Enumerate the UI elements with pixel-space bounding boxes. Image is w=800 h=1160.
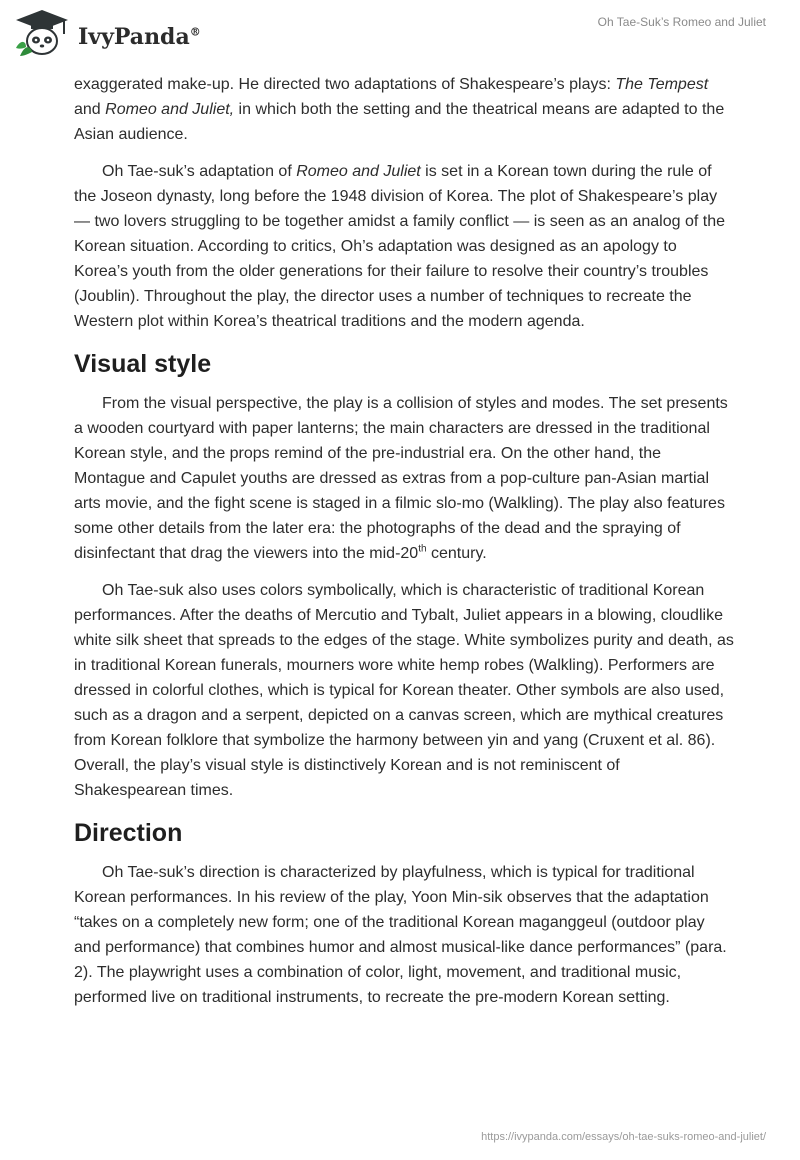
text-run: is set in a Korean town during the rule of the Joseon dynasty, long before the 1948 division of Korea. The plot of Shakespeare’s play — two lovers struggling to be together amidst a family conflict — is seen as an analog of the Korean situation. According to critics, Oh’s adaptation was designed as an apology to Korea’s youth from the older generations for their failure to resolve their country’s troubles (Joublin). Throughout the play, the director uses a number of techniques to recreate the Western plot within Korea’s theatrical traditions and the modern agenda. — [74, 163, 725, 330]
paragraph-direction: Oh Tae-suk’s direction is characterized by playfulness, which is typical for traditional Korean performances. In his review of the play, Yoon Min-sik observes that the adaptation “takes on a completely new form; one of the traditional Korean maganggeul (outdoor play and performance) that combines humor and almost musical-like dance performances” (para. 2). The playwright uses a combination of color, light, movement, and traditional music, performed live on traditional instruments, to recreate the pre-modern Korean setting. — [74, 864, 727, 1006]
section-heading-direction: Direction — [74, 819, 183, 847]
paragraph-intro-continued — [74, 72, 734, 147]
panda-graduate-icon — [14, 8, 70, 60]
section-heading-visual-style: Visual style — [74, 350, 212, 378]
superscript-th: th — [418, 543, 427, 555]
paragraph-visual-perspective — [74, 391, 734, 566]
italic-title-tempest: The Tempest — [615, 76, 709, 93]
essay-body — [74, 72, 734, 1022]
document-title: Oh Tae-Suk’s Romeo and Juliet — [597, 15, 766, 29]
source-url[interactable]: https://ivypanda.com/essays/oh-tae-suks-romeo-and-juliet/ — [481, 1131, 766, 1143]
ivypanda-logo[interactable] — [14, 8, 254, 60]
text-run: From the visual perspective, the play is a collision of styles and modes. The set presents a wooden courtyard with paper lanterns; the main characters are dressed in the traditional Korean style, and the props remind of the pre-industrial era. On the other hand, the Montague and Capulet youths are dressed as extras from a pop-culture pan-Asian martial arts movie, and the fight scene is staged in a filmic slo-mo (Walkling). The play also features some other details from the later era: the photographs of the dead and the spraying of disinfectant that drag the viewers into the mid-20 — [74, 395, 728, 562]
registered-mark: ® — [189, 25, 201, 39]
text-run: and — [74, 101, 106, 118]
text-run: Oh Tae-suk’s adaptation of — [102, 163, 297, 180]
page-header — [0, 0, 800, 70]
logo-wordmark — [78, 24, 201, 50]
logo-name: IvyPanda — [78, 24, 190, 50]
italic-title-romeo-juliet: Romeo and Juliet, — [105, 101, 235, 118]
paragraph-colors-symbolism: Oh Tae-suk also uses colors symbolically, which is characteristic of traditional Korean performances. After the deaths of Mercutio and Tybalt, Juliet appears in a blowing, cloudlike white silk sheet that spreads to the edges of the stage. White symbolizes purity and death, as in traditional Korean funerals, mourners wore white hemp robes (Walkling). Performers are dressed in colorful clothes, which is typical for Korean theater. Other symbols are also used, such as a dragon and a serpent, depicted on a canvas screen, which are mythical creatures from Korean folklore that symbolize the harmony between yin and yang (Cruxent et al. 86). Overall, the play’s visual style is distinctively Korean and is not reminiscent of Shakespearean times. — [74, 582, 734, 799]
text-run: century. — [426, 545, 487, 562]
text-run: in which both the setting and the theatrical means are adapted to the Asian audience. — [74, 101, 725, 143]
italic-title-romeo-juliet: Romeo and Juliet — [296, 163, 421, 180]
text-run: exaggerated make-up. He directed two adaptations of Shakespeare’s plays: — [74, 76, 616, 93]
paragraph-adaptation — [74, 159, 734, 334]
